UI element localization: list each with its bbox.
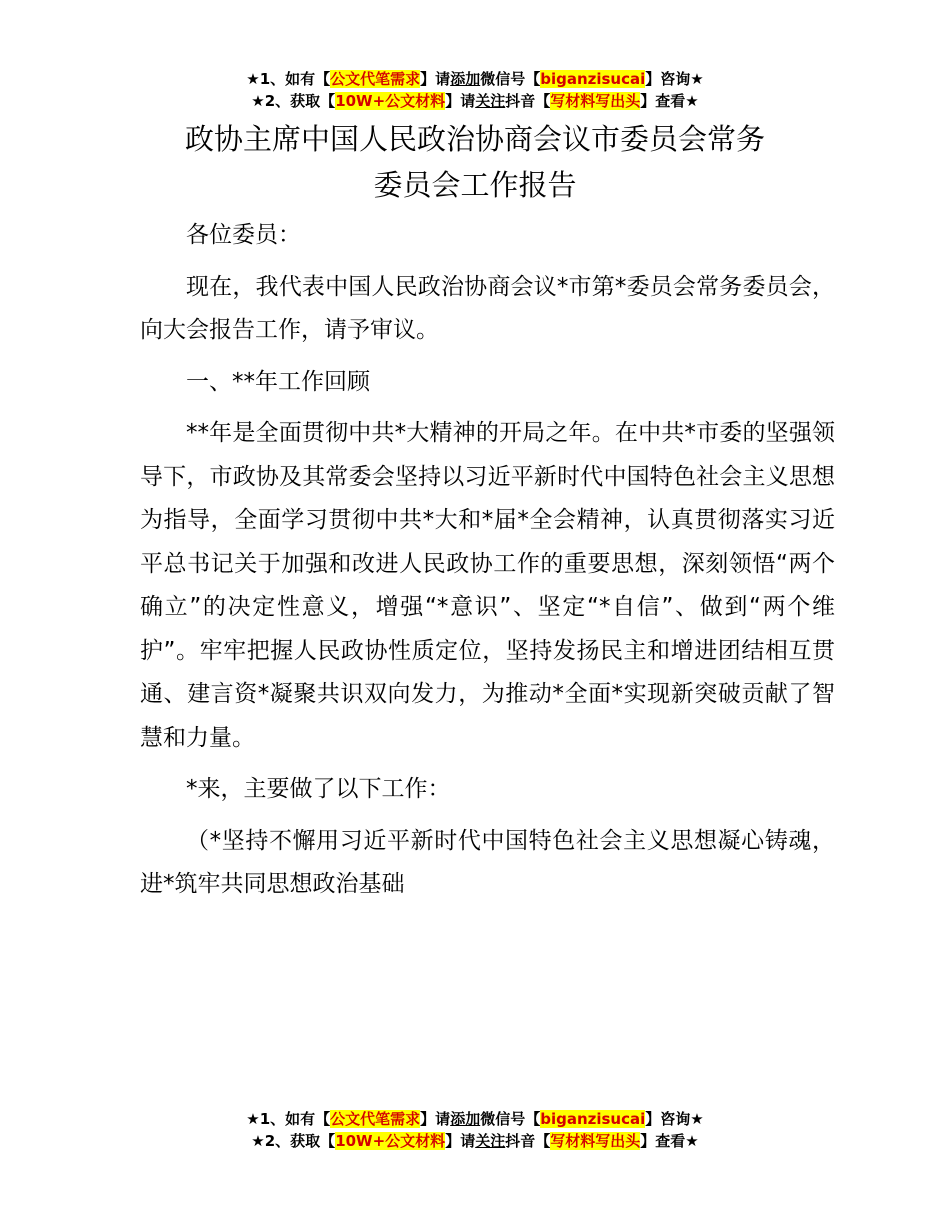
banner-text: 】请 (420, 70, 451, 88)
banner-highlight: 写材料写出头 (550, 1132, 641, 1150)
banner-text: 抖音【 (505, 1132, 551, 1150)
banner-highlight: biganzisucai (540, 70, 646, 88)
banner-highlight: 写材料写出头 (550, 92, 641, 110)
banner-text: 】请 (445, 1132, 476, 1150)
banner-text: 】请 (445, 92, 476, 110)
header-banner (0, 68, 950, 112)
title-line-2: 委员会工作报告 (373, 168, 577, 202)
document-body (140, 214, 835, 915)
banner-text: 微信号【 (480, 70, 541, 88)
banner-text: ★1、如有【 (246, 70, 331, 88)
banner-highlight: biganzisucai (540, 1110, 646, 1128)
paragraph: 现在，我代表中国人民政治协商会议*市第*委员会常务委员会，向大会报告工作，请予审议。 (140, 273, 835, 343)
banner-highlight: 10W+公文材料 (335, 92, 446, 110)
banner-highlight: 10W+公文材料 (335, 1132, 446, 1150)
banner-text: ★2、获取【 (251, 92, 336, 110)
banner-text: ★2、获取【 (251, 1132, 336, 1150)
banner-text: 】请 (420, 1110, 451, 1128)
banner-text: 】咨询★ (645, 70, 704, 88)
document-title (0, 116, 950, 208)
banner-underlined: 添加 (450, 1110, 481, 1128)
banner-line-2 (0, 90, 950, 112)
subsection-heading: （*坚持不懈用习近平新时代中国特色社会主义思想凝心铸魂，进*筑牢共同思想政治基础 (140, 827, 835, 897)
banner-underlined: 关注 (475, 92, 506, 110)
title-line-1: 政协主席中国人民政治协商会议市委员会常务 (184, 122, 765, 156)
paragraph: *来，主要做了以下工作： (186, 776, 451, 802)
banner-text: ★1、如有【 (246, 1110, 331, 1128)
banner-line-2 (0, 1130, 950, 1152)
footer-banner (0, 1108, 950, 1152)
banner-line-1 (0, 68, 950, 90)
section-heading: 一、**年工作回顾 (186, 368, 370, 395)
banner-text: 】咨询★ (645, 1110, 704, 1128)
banner-highlight: 公文代笔需求 (330, 1110, 421, 1128)
salutation: 各位委员： (186, 222, 301, 248)
paragraph: **年是全面贯彻中共*大精神的开局之年。在中共*市委的坚强领导下，市政协及其常委会坚持以习近平新时代中国特色社会主义思想为指导，全面学习贯彻中共*大和*届*全会精神，认真贯彻落实习近平总书记关于加强和改进人民政协工作的重要思想，深刻领悟“两个确立”的决定性意义，增强“*意识”、坚定“*自信”、做到“两个维护”。牢牢把握人民政协性质定位，坚持发扬民主和增进团结相互贯通、建言资*凝聚共识双向发力，为推动*全面*实现新突破贡献了智慧和力量。 (140, 420, 835, 751)
banner-text: 微信号【 (480, 1110, 541, 1128)
banner-highlight: 公文代笔需求 (330, 70, 421, 88)
banner-text: 抖音【 (505, 92, 551, 110)
banner-line-1 (0, 1108, 950, 1130)
banner-underlined: 添加 (450, 70, 481, 88)
banner-text: 】查看★ (640, 92, 699, 110)
banner-underlined: 关注 (475, 1132, 506, 1150)
banner-text: 】查看★ (640, 1132, 699, 1150)
